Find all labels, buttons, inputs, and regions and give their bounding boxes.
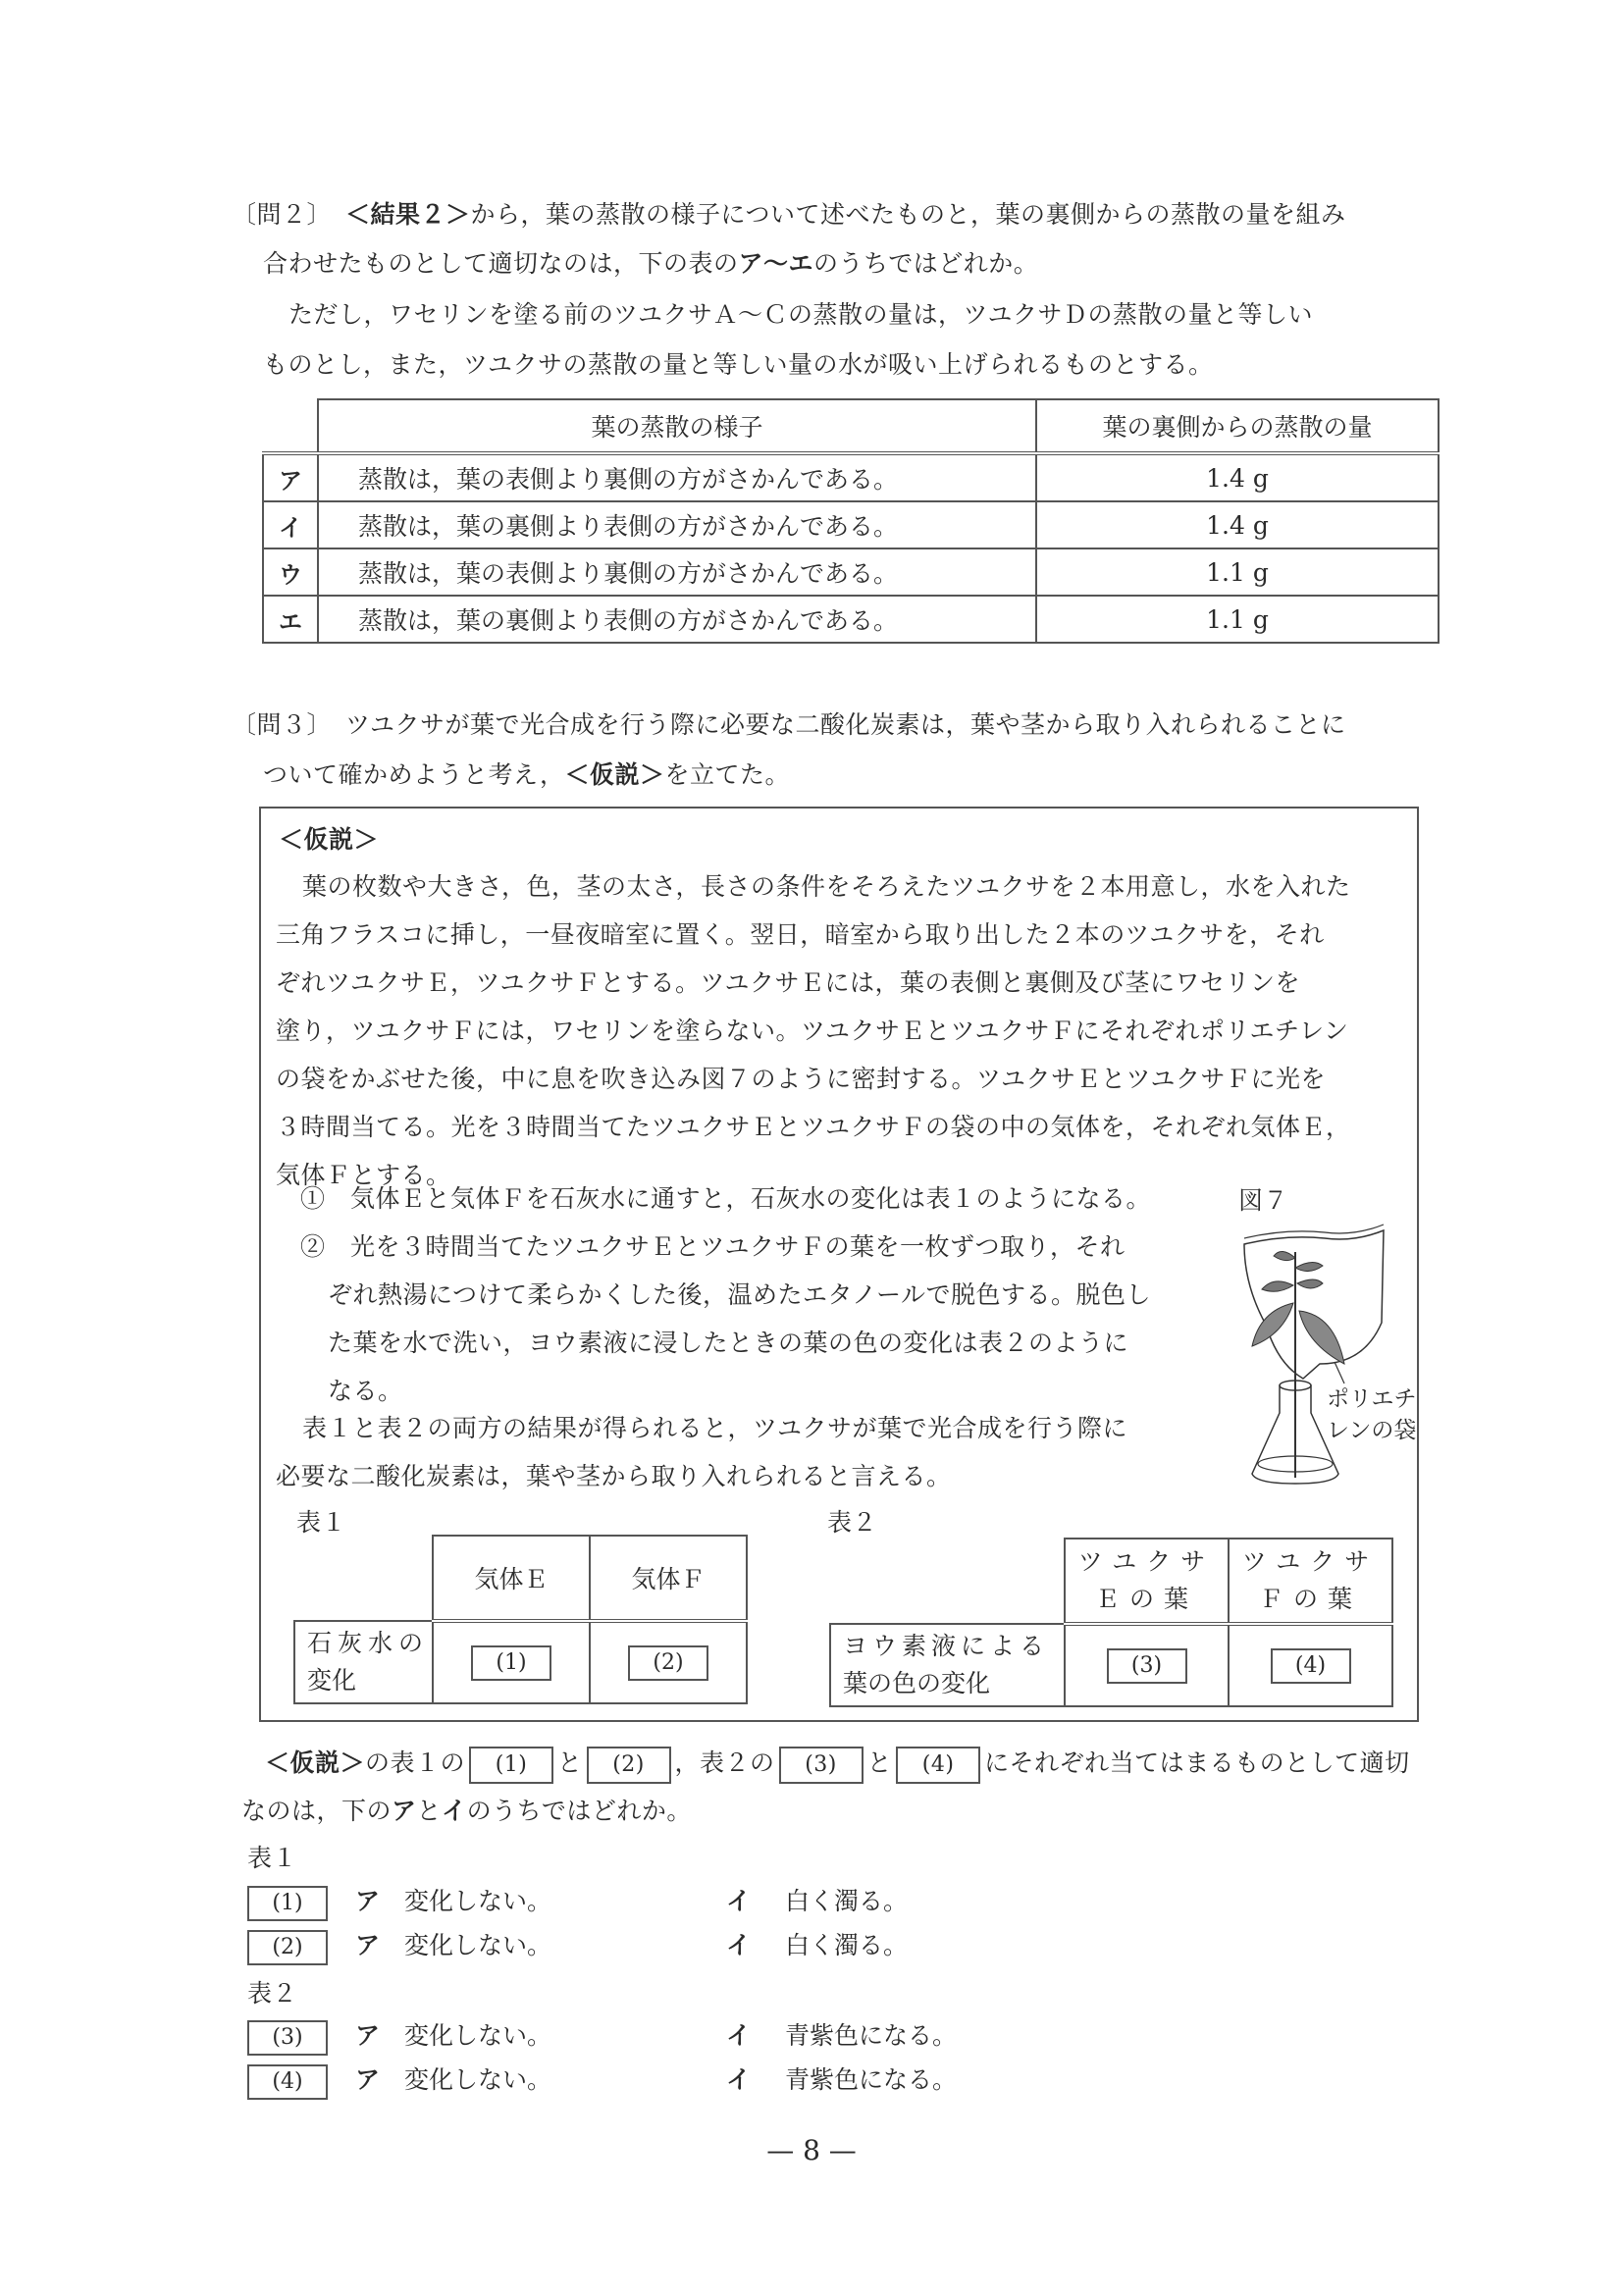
inline-blank-3: (3) [779, 1747, 864, 1784]
choice-label: ウ [263, 548, 318, 596]
option-i-label: イ [726, 2065, 752, 2094]
option-a-text: 変化しない。 [404, 1887, 552, 1915]
option-a-label: ア [355, 2021, 381, 2050]
options-table1-label: 表１ [247, 1844, 298, 1872]
table2-caption: 表２ [827, 1508, 878, 1537]
row-label-line: 石灰水の [307, 1629, 430, 1657]
options-table2-label: 表２ [247, 1979, 298, 2008]
table1-caption: 表１ [296, 1508, 347, 1537]
option-a-label: ア [355, 2065, 381, 2094]
option-blank: (1) [247, 1886, 328, 1921]
q3-question-line2 [241, 1788, 692, 1835]
q3-hypothesis-ref: ＜仮説＞ [564, 760, 665, 789]
q2-line2 [263, 240, 1038, 287]
choice-label: エ [263, 596, 318, 643]
row-label-line: 変化 [307, 1666, 357, 1695]
choice-desc: 蒸散は，葉の裏側より表側の方がさかんである。 [318, 596, 1036, 643]
choice-amount: 1.1 g [1036, 548, 1439, 596]
table-row [263, 453, 1439, 501]
question-text: のうちではどれか。 [466, 1797, 692, 1825]
table-row [263, 596, 1439, 643]
option-a-label: ア [355, 1931, 381, 1959]
figure7-label-line: ポリエチ [1327, 1386, 1417, 1412]
question-text: なのは，下の [241, 1797, 393, 1825]
answer-blank-4: (4) [1271, 1648, 1351, 1684]
option-row [247, 2016, 957, 2056]
q2-text: から，葉の蒸散の様子について述べたものと，葉の裏側からの蒸散の量を組み [470, 200, 1346, 229]
header-line: Ｆの葉 [1258, 1585, 1362, 1613]
answer-blank-1: (1) [471, 1645, 551, 1681]
header-underside-amount: 葉の裏側からの蒸散の量 [1036, 399, 1439, 453]
option-row [247, 1882, 908, 1921]
option-i-text: 白く濁る。 [785, 1887, 909, 1915]
q3-text: ついて確かめようと考え， [263, 760, 565, 789]
header-transpiration-state: 葉の蒸散の様子 [318, 399, 1036, 453]
step1: ① 気体Ｅと気体Ｆを石灰水に通すと，石灰水の変化は表１のようになる。 [300, 1184, 1152, 1213]
question-text: の表１の [365, 1748, 466, 1777]
hypothesis-para-line: 三角フラスコに挿し，一昼夜暗室に置く。翌日，暗室から取り出した２本のツユクサを，それ [276, 920, 1325, 949]
hypothesis-para-line: 気体Ｆとする。 [276, 1161, 451, 1189]
table1-blank [294, 1536, 433, 1621]
figure7-plant-flask-illustration [1217, 1217, 1433, 1501]
option-a-label: ア [355, 1887, 381, 1915]
q2-number: 〔問２〕 [232, 200, 333, 229]
q2-note-line2: ものとし，また，ツユクサの蒸散の量と等しい量の水が吸い上げられるものとする。 [263, 350, 1214, 379]
option-i-label: イ [726, 2021, 752, 2050]
choice-amount: 1.1 g [1036, 596, 1439, 643]
q2-text: のうちではどれか。 [813, 249, 1039, 278]
q2-answer-table [262, 398, 1440, 644]
option-a-text: 変化しない。 [404, 2065, 552, 2094]
q3-question-line1 [265, 1740, 1410, 1787]
q2-text: 合わせたものとして適切なのは，下の表の [263, 249, 739, 278]
table2-header-leaf-e [1065, 1539, 1229, 1624]
choice-amount: 1.4 g [1036, 453, 1439, 501]
inline-blank-4: (4) [896, 1747, 980, 1784]
row-label-line: 葉の色の変化 [843, 1669, 991, 1697]
answer-blank-2: (2) [628, 1645, 708, 1681]
step2-line: た葉を水で洗い，ヨウ素液に浸したときの葉の色の変化は表２のように [328, 1329, 1129, 1357]
figure7-caption: 図７ [1238, 1186, 1289, 1215]
header-line: ツユクサ [1077, 1547, 1216, 1576]
header-blank [263, 399, 318, 453]
option-row [247, 2061, 957, 2100]
choice-i-ref: イ [442, 1797, 467, 1825]
q3-text: を立てた。 [664, 760, 791, 789]
choice-desc: 蒸散は，葉の裏側より表側の方がさかんである。 [318, 501, 1036, 548]
leaf-icon [1262, 1281, 1293, 1291]
choice-desc: 蒸散は，葉の表側より裏側の方がさかんである。 [318, 453, 1036, 501]
option-a-text: 変化しない。 [404, 2021, 552, 2050]
hypothesis-para-line: の袋をかぶせた後，中に息を吹き込み図７のように密封する。ツユクサＥとツユクサＦに光を [276, 1065, 1327, 1093]
choice-desc: 蒸散は，葉の表側より裏側の方がさかんである。 [318, 548, 1036, 596]
table-row [263, 501, 1439, 548]
q3-line1 [232, 702, 1346, 749]
hypothesis-para-line: ぞれツユクサＥ，ツユクサＦとする。ツユクサＥには，葉の表側と裏側及び茎にワセリンを [276, 968, 1301, 997]
inline-blank-2: (2) [587, 1747, 671, 1784]
choice-a-ref: ア [392, 1797, 417, 1825]
leaf-icon [1299, 1311, 1344, 1364]
figure7-label-line: レンの袋 [1327, 1418, 1417, 1443]
header-line: Ｅの葉 [1094, 1585, 1198, 1613]
option-i-text: 青紫色になる。 [785, 2065, 958, 2094]
table-row [263, 548, 1439, 596]
q3-line2 [263, 752, 790, 799]
question-text: と [866, 1748, 893, 1777]
step2-line: ② 光を３時間当てたツユクサＥとツユクサＦの葉を一枚ずつ取り，それ [300, 1232, 1126, 1261]
header-line: ツユクサ [1241, 1547, 1380, 1576]
q2-choice-range: ア～エ [738, 249, 814, 278]
option-blank: (4) [247, 2064, 328, 2100]
answer-blank-3: (3) [1107, 1648, 1187, 1684]
step2-line: なる。 [328, 1377, 403, 1405]
option-i-text: 白く濁る。 [785, 1931, 909, 1959]
row-label-line: ヨウ素液による [843, 1632, 1050, 1660]
table1-header-gas-f: 気体Ｆ [590, 1536, 747, 1621]
question-text: ，表２の [674, 1748, 775, 1777]
question-text: と [416, 1797, 443, 1825]
conclusion-line: 必要な二酸化炭素は，葉や茎から取り入れられると言える。 [276, 1462, 952, 1490]
question-text: と [557, 1748, 583, 1777]
table2-header-leaf-f [1229, 1539, 1392, 1624]
question-text: にそれぞれ当てはまるものとして適切 [984, 1748, 1410, 1777]
choice-label: ア [263, 453, 318, 501]
option-i-label: イ [726, 1931, 752, 1959]
q2-note-line1: ただし，ワセリンを塗る前のツユクサＡ～Ｃの蒸散の量は，ツユクサＤの蒸散の量と等しい [288, 300, 1314, 329]
table2-blank [830, 1539, 1065, 1624]
table2-cell [1229, 1624, 1392, 1706]
hypothesis-title: ＜仮説＞ [279, 825, 380, 854]
option-blank: (3) [247, 2020, 328, 2056]
figure7-label [1327, 1383, 1417, 1446]
leaf-icon [1274, 1251, 1295, 1260]
option-a-text: 変化しない。 [404, 1931, 552, 1959]
table2-row-label [830, 1624, 1065, 1706]
leaf-icon [1295, 1262, 1323, 1271]
choice-label: イ [263, 501, 318, 548]
hypothesis-para-line: 葉の枚数や大きさ，色，茎の太さ，長さの条件をそろえたツユクサを２本用意し，水を入れた [302, 872, 1351, 901]
table1-row-label [294, 1621, 433, 1703]
table1 [293, 1535, 748, 1704]
table1-cell [590, 1621, 747, 1703]
choice-amount: 1.4 g [1036, 501, 1439, 548]
conclusion-line: 表１と表２の両方の結果が得られると，ツユクサが葉で光合成を行う際に [302, 1414, 1128, 1442]
hypothesis-ref: ＜仮説＞ [265, 1748, 366, 1777]
option-i-text: 青紫色になる。 [785, 2021, 958, 2050]
table2 [829, 1538, 1393, 1707]
q2-line1 [232, 191, 1346, 238]
table1-cell [433, 1621, 590, 1703]
hypothesis-para-line: 塗り，ツユクサＦには，ワセリンを塗らない。ツユクサＥとツユクサＦにそれぞれポリエチレン [276, 1017, 1349, 1045]
q3-number: 〔問３〕 [232, 710, 333, 739]
polyethylene-bag-icon [1244, 1230, 1384, 1379]
hypothesis-para-line: ３時間当てる。光を３時間当てたツユクサＥとツユクサＦの袋の中の気体を，それぞれ気体Ｅ， [276, 1113, 1351, 1141]
option-blank: (2) [247, 1930, 328, 1965]
table1-header-gas-e: 気体Ｅ [433, 1536, 590, 1621]
page-number: — 8 — [766, 2134, 857, 2166]
step2-line: ぞれ熱湯につけて柔らかくした後，温めたエタノールで脱色する。脱色し [328, 1280, 1152, 1309]
option-i-label: イ [726, 1887, 752, 1915]
option-row [247, 1926, 908, 1965]
leaf-icon [1297, 1279, 1323, 1288]
q2-ref-result2: ＜結果２＞ [345, 200, 471, 229]
table2-cell [1065, 1624, 1229, 1706]
q3-text: ツユクサが葉で光合成を行う際に必要な二酸化炭素は，葉や茎から取り入れられることに [345, 710, 1346, 739]
inline-blank-1: (1) [469, 1747, 553, 1784]
